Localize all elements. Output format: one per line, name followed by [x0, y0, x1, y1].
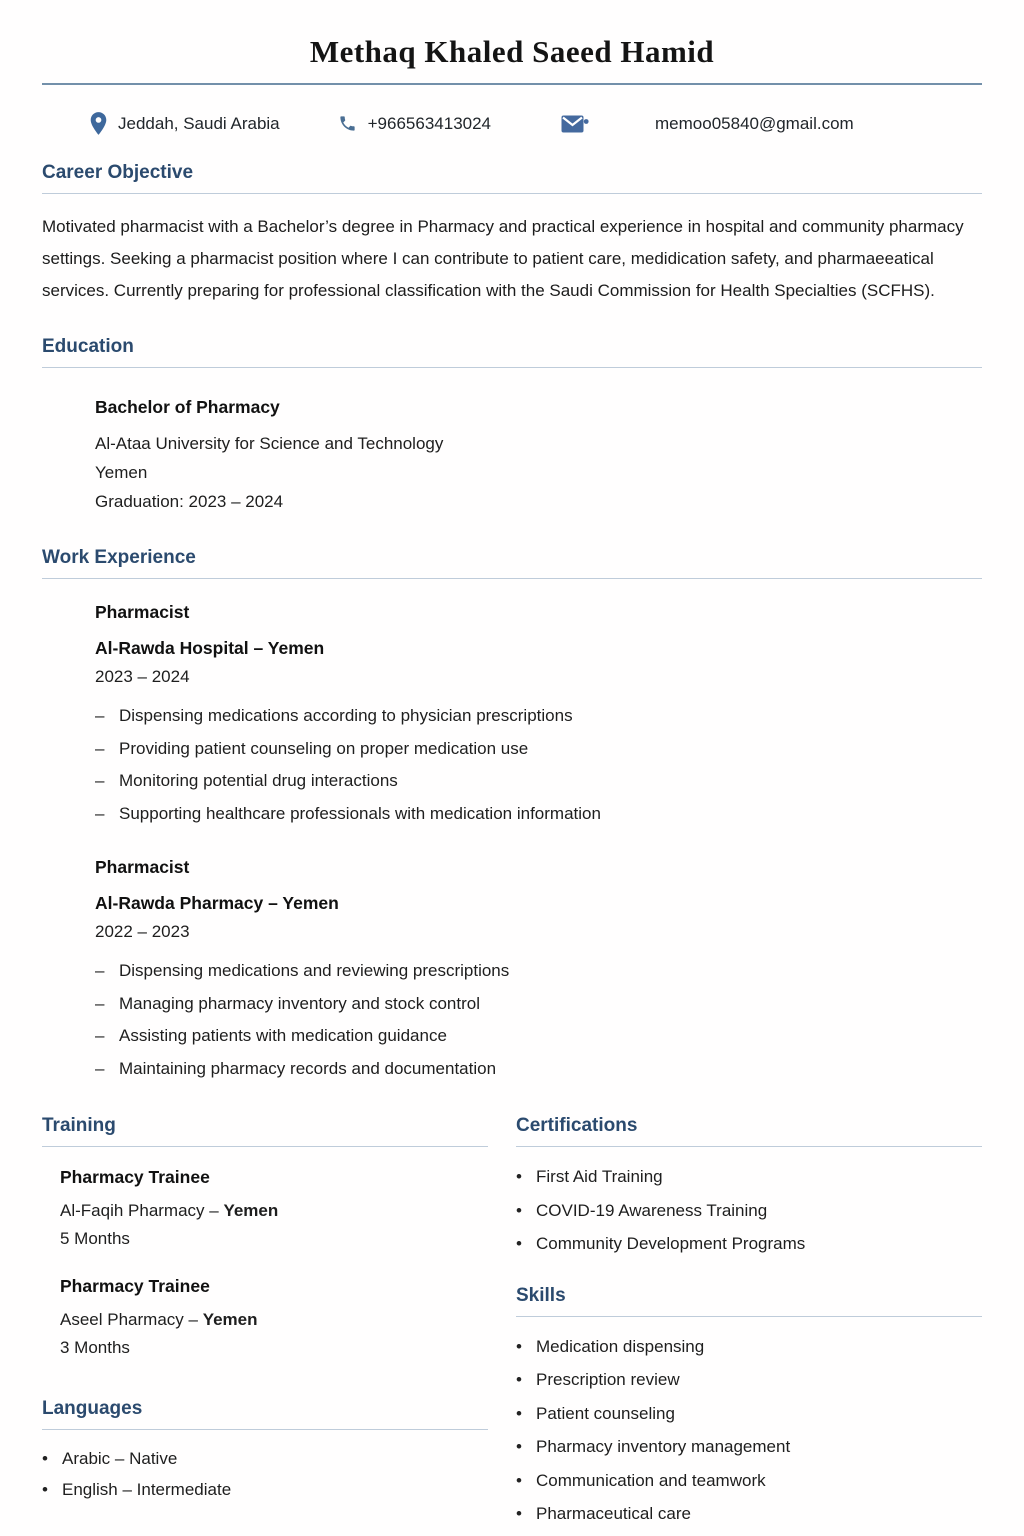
- certification-text: First Aid Training: [536, 1167, 663, 1186]
- training-company: [60, 1197, 488, 1224]
- section-languages: [42, 1398, 488, 1505]
- dot-bullet: •: [516, 1200, 522, 1220]
- education-university: Al-Ataa University for Science and Technology: [95, 434, 444, 453]
- section-title-languages: Languages: [42, 1398, 488, 1430]
- job-duty-text: Dispensing medications and reviewing prescriptions: [119, 961, 510, 980]
- job-duty-text: Supporting healthcare professionals with medication information: [119, 803, 601, 823]
- language-text: English – Intermediate: [62, 1480, 232, 1499]
- dot-bullet: •: [516, 1370, 522, 1389]
- dash-bullet: –: [95, 738, 105, 758]
- dash-bullet: –: [95, 1026, 105, 1045]
- skill-text: Prescription review: [536, 1370, 680, 1389]
- training-duration: 5 Months: [60, 1229, 130, 1248]
- job-duty-text: Dispensing medications according to physician prescriptions: [119, 706, 573, 725]
- section-title-career-objective: Career Objective: [42, 162, 982, 194]
- training-role: Pharmacy Trainee: [60, 1276, 210, 1296]
- job-duty-text: Managing pharmacy inventory and stock control: [119, 993, 480, 1013]
- certification-text: COVID-19 Awareness Training: [536, 1200, 768, 1220]
- job-dates: 2022 – 2023: [95, 922, 190, 941]
- section-title-education: Education: [42, 336, 982, 368]
- contact-location: [90, 112, 280, 135]
- list-item: [95, 955, 982, 988]
- dash-bullet: –: [95, 961, 105, 980]
- resume-header: [42, 34, 982, 135]
- list-item: [516, 1397, 982, 1431]
- section-title-work-experience: Work Experience: [42, 547, 982, 579]
- job-duty-text: Monitoring potential drug interactions: [119, 771, 398, 790]
- dot-bullet: •: [516, 1470, 522, 1490]
- list-item: [516, 1160, 982, 1194]
- education-degree: Bachelor of Pharmacy: [95, 397, 280, 417]
- language-text: Arabic – Native: [62, 1449, 178, 1468]
- job-duty-text: Maintaining pharmacy records and documentation: [119, 1058, 497, 1078]
- location-pin-icon: [90, 112, 107, 135]
- skill-text: Medication dispensing: [536, 1336, 705, 1356]
- email-envelope-icon: [561, 114, 589, 134]
- skill-text: Communication and teamwork: [536, 1470, 766, 1490]
- dot-bullet: •: [516, 1403, 522, 1423]
- contact-email-text: memoo05840@gmail.com: [655, 113, 854, 133]
- skills-list: [516, 1330, 982, 1531]
- training-entry: [60, 1167, 488, 1252]
- training-company-country: Yemen: [202, 1310, 258, 1329]
- training-entry: [60, 1276, 488, 1361]
- dash-bullet: –: [95, 706, 105, 725]
- section-education: [42, 336, 982, 516]
- job-role: Pharmacist: [95, 857, 190, 877]
- list-item: [95, 700, 982, 733]
- education-entry: [95, 393, 982, 516]
- languages-list: [42, 1443, 488, 1505]
- list-item: [95, 988, 982, 1021]
- career-objective-text: Motivated pharmacist with a Bachelor’s degree in Pharmacy and practical experience in hospital and community pharmacy settings. Seeking a pharmacist position where I can contribute to patient care, medidication safety, and pharmaeeatical services. Currently preparing for professional classification with the Saudi Commission for Health Specialties (SCFHS).: [42, 217, 964, 300]
- training-role: Pharmacy Trainee: [60, 1167, 210, 1187]
- contact-email: [561, 114, 854, 134]
- contact-phone-text: +966563413024: [367, 113, 492, 133]
- list-item: [42, 1443, 488, 1474]
- page-title: Methaq Khaled Saeed Hamid: [309, 34, 715, 69]
- training-company-name: Al-Faqih Pharmacy –: [60, 1201, 224, 1220]
- job-company: Al-Rawda Hospital – Yemen: [95, 638, 325, 658]
- section-title-training: Training: [42, 1115, 488, 1147]
- left-column: [42, 1115, 488, 1531]
- phone-icon: [338, 114, 357, 133]
- section-work-experience: [42, 547, 982, 1085]
- list-item: [42, 1474, 488, 1505]
- list-item: [516, 1194, 982, 1228]
- education-graduation: Graduation: 2023 – 2024: [95, 492, 284, 511]
- dash-bullet: –: [95, 771, 105, 790]
- dot-bullet: •: [516, 1234, 522, 1253]
- training-company-country: Yemen: [223, 1201, 279, 1220]
- list-item: [95, 1020, 982, 1053]
- right-column: [516, 1115, 982, 1531]
- two-column-area: [42, 1115, 982, 1531]
- contact-location-text: Jeddah, Saudi Arabia: [118, 113, 280, 133]
- skill-text: Pharmacy inventory management: [536, 1437, 791, 1456]
- dot-bullet: •: [42, 1480, 48, 1499]
- certification-text: Community Development Programs: [536, 1234, 806, 1253]
- training-company-name: Aseel Pharmacy –: [60, 1310, 203, 1329]
- list-item: [516, 1330, 982, 1364]
- list-item: [516, 1430, 982, 1464]
- job-role: Pharmacist: [95, 602, 190, 622]
- list-item: [95, 798, 982, 831]
- dot-bullet: •: [516, 1167, 522, 1186]
- dot-bullet: •: [516, 1336, 522, 1356]
- section-certifications: [516, 1115, 982, 1261]
- section-training: [42, 1115, 488, 1361]
- job-dates: 2023 – 2024: [95, 667, 190, 686]
- list-item: [516, 1227, 982, 1261]
- job-duty-text: Providing patient counseling on proper medication use: [119, 738, 529, 758]
- education-country: Yemen: [95, 463, 148, 482]
- training-company: [60, 1306, 488, 1333]
- list-item: [95, 1053, 982, 1086]
- list-item: [95, 733, 982, 766]
- list-item: [516, 1363, 982, 1397]
- dash-bullet: –: [95, 993, 105, 1013]
- list-item: [516, 1464, 982, 1498]
- job-entry: [95, 602, 982, 830]
- skill-text: Patient counseling: [536, 1403, 675, 1423]
- training-duration: 3 Months: [60, 1338, 130, 1357]
- contact-phone: [338, 114, 491, 134]
- dot-bullet: •: [42, 1449, 48, 1468]
- section-skills: [516, 1285, 982, 1531]
- section-title-certifications: Certifications: [516, 1115, 982, 1147]
- dot-bullet: •: [516, 1504, 522, 1523]
- job-duty-text: Assisting patients with medication guidance: [119, 1026, 447, 1045]
- list-item: [516, 1497, 982, 1531]
- contact-bar: [90, 112, 982, 135]
- skill-text: Pharmaceutical care: [536, 1504, 691, 1523]
- certifications-list: [516, 1160, 982, 1261]
- job-duties-list: [95, 700, 982, 830]
- job-company: Al-Rawda Pharmacy – Yemen: [95, 893, 339, 913]
- section-career-objective: [42, 162, 982, 307]
- job-duties-list: [95, 955, 982, 1085]
- dash-bullet: –: [95, 803, 105, 823]
- dot-bullet: •: [516, 1437, 522, 1456]
- section-title-skills: Skills: [516, 1285, 982, 1317]
- dash-bullet: –: [95, 1058, 105, 1078]
- job-entry: [95, 857, 982, 1085]
- list-item: [95, 765, 982, 798]
- header-divider: [42, 83, 982, 85]
